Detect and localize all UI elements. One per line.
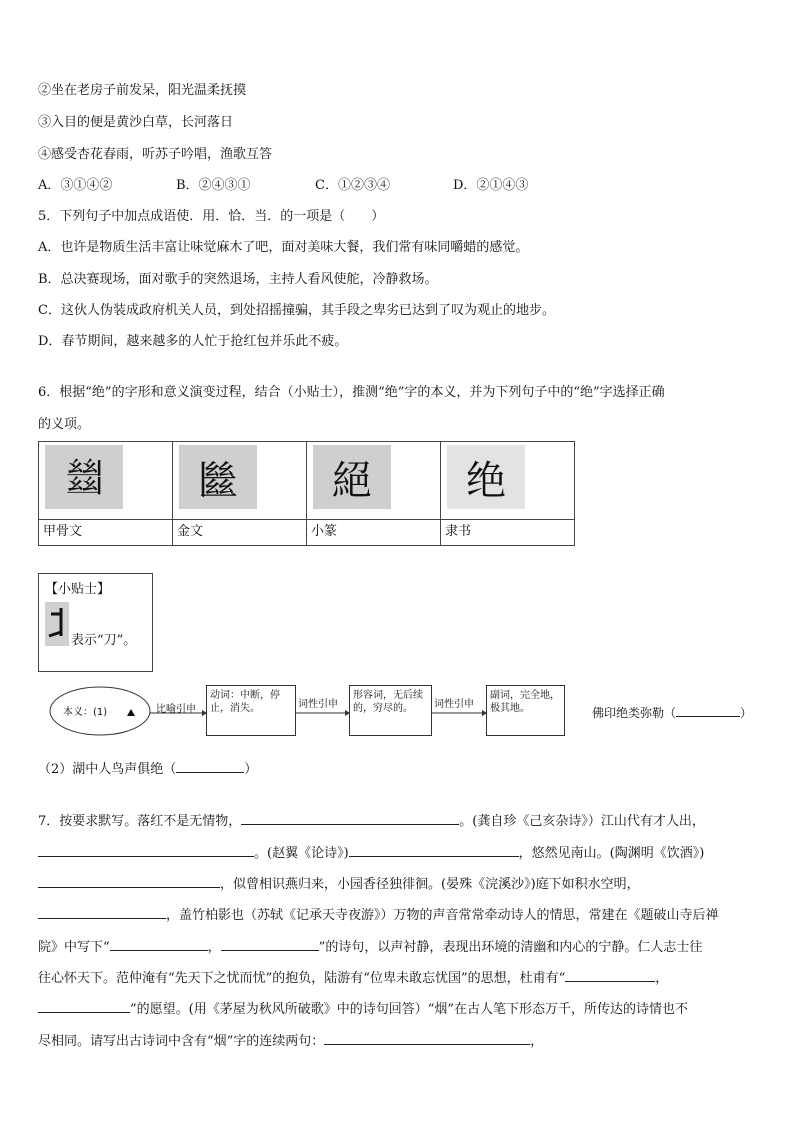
clerical-glyph: 绝 bbox=[447, 445, 525, 509]
q4-options bbox=[38, 178, 528, 194]
q7-line-6: 往心怀天下。范仲淹有“先天下之忧而忧”的抱负，陆游有“位卑未敢忘忧国”的思想，杜甫有“ ， bbox=[38, 971, 669, 986]
q5-option-b: B．总决赛现场，面对歌手的突然退场，主持人看风使舵，冷静救场。 bbox=[38, 272, 438, 287]
knife-radical-icon bbox=[45, 602, 69, 646]
answer-blank-9[interactable] bbox=[221, 938, 319, 951]
character-evolution-table bbox=[38, 441, 575, 546]
answer-blank-1[interactable] bbox=[676, 704, 740, 717]
knife-radical-image bbox=[45, 602, 69, 646]
flow-arrow-1-label: 比喻引申 bbox=[156, 704, 196, 715]
flow-arrow-2-label: 词性引申 bbox=[298, 699, 338, 710]
answer-blank-6[interactable] bbox=[38, 875, 220, 888]
q4-option-d: D．②①④③ bbox=[453, 178, 529, 193]
oracle-glyph: 𢇍 bbox=[45, 445, 123, 509]
q7-line-8: 尽相同。请写出古诗词中含有“烟”字的连续两句： ， bbox=[38, 1034, 544, 1049]
q7-line-7: ”的愿望。(用《茅屋为秋风所破歌》中的诗句回答）“烟”在古人笔下形态万千，所传达的诗情也不 bbox=[38, 1000, 688, 1018]
answer-blank-12[interactable] bbox=[324, 1032, 530, 1045]
flow-arrow-3-label: 词性引申 bbox=[434, 699, 474, 710]
answer-blank-3[interactable] bbox=[241, 812, 459, 825]
q4-option-c: C．①②③④ bbox=[315, 178, 390, 193]
script-label-seal: 小篆 bbox=[307, 520, 441, 546]
q4-line-4: ④感受杏花春雨，听苏子吟唱，渔歌互答 bbox=[38, 147, 273, 162]
q7-line-3: ，似曾相识燕归来，小园香径独徘徊。(晏殊《浣溪沙》)庭下如积水空明， bbox=[38, 875, 640, 893]
answer-blank-7[interactable] bbox=[38, 906, 166, 919]
flow-box-adjective: 形容词，无后续的，穷尽的。 bbox=[349, 685, 432, 736]
flow-box-verb: 动词：中断，停止，消失。 bbox=[206, 685, 296, 736]
q7-line-1: 7．按要求默写。落红不是无情物， 。(龚自珍《己亥杂诗》）江山代有才人出， bbox=[38, 814, 705, 829]
tip-text: 表示“刀”。 bbox=[71, 633, 137, 648]
q6-stem-line-2: 的义项。 bbox=[38, 417, 91, 432]
flow-box-adverb: 副词，完全地，极其地。 bbox=[486, 685, 565, 736]
tip-title: 【小贴士】 bbox=[45, 582, 111, 597]
q4-line-2: ②坐在老房子前发呆，阳光温柔抚摸 bbox=[38, 83, 247, 98]
seal-glyph: 絕 bbox=[313, 445, 391, 509]
answer-blank-4[interactable] bbox=[38, 844, 254, 857]
tip-box bbox=[38, 573, 153, 672]
q4-line-3: ③入目的便是黄沙白草，长河落日 bbox=[38, 115, 234, 130]
q7-line-5: 院》中写下“ ， ”的诗句，以声衬静，表现出环境的清幽和内心的宁静。仁人志士往 bbox=[38, 940, 703, 955]
q6-sentence-2: （2）湖中人鸟声俱绝（ ） bbox=[38, 762, 258, 777]
script-label-bronze: 金文 bbox=[173, 520, 307, 546]
q5-stem: 5．下列句子中加点成语使．用．恰．当．的一项是（ ） bbox=[38, 209, 385, 224]
script-label-clerical: 隶书 bbox=[441, 520, 575, 546]
q4-option-b: B．②④③① bbox=[176, 178, 251, 193]
q6-stem-line-1: 6．根据“绝”的字形和意义演变过程，结合（小贴士），推测“绝”字的本义，并为下列句子中的“绝”字选择正确 bbox=[38, 385, 665, 400]
answer-blank-8[interactable] bbox=[110, 938, 208, 951]
q7-line-4: ，盖竹柏影也（苏轼《记承天寺夜游》）万物的声音常常牵动诗人的情思，常建在《题破山寺后禅 bbox=[38, 906, 719, 924]
q5-option-a: A．也许是物质生活丰富让味觉麻木了吧，面对美味大餐，我们常有味同嚼蜡的感觉。 bbox=[38, 240, 529, 255]
answer-blank-10[interactable] bbox=[565, 969, 655, 982]
q6-sentence-1: 佛印绝类弥勒（ ） bbox=[592, 706, 753, 720]
q5-option-d: D．春节期间，越来越多的人忙于抢红包并乐此不疲。 bbox=[38, 334, 348, 349]
flow-origin: 本义：(1) bbox=[63, 707, 108, 718]
bronze-glyph: 㡭 bbox=[179, 445, 257, 509]
answer-blank-11[interactable] bbox=[38, 1000, 130, 1013]
answer-blank-2[interactable] bbox=[176, 760, 244, 773]
answer-blank-5[interactable] bbox=[349, 844, 519, 857]
q5-option-c: C．这伙人伪装成政府机关人员，到处招摇撞骗，其手段之卑劣已达到了叹为观止的地步。 bbox=[38, 303, 555, 318]
script-label-oracle: 甲骨文 bbox=[39, 520, 173, 546]
q7-line-2: 。(赵翼《论诗》) ，悠然见南山。(陶渊明《饮酒》) bbox=[38, 844, 704, 862]
q4-option-a: A．③①④② bbox=[38, 178, 113, 193]
